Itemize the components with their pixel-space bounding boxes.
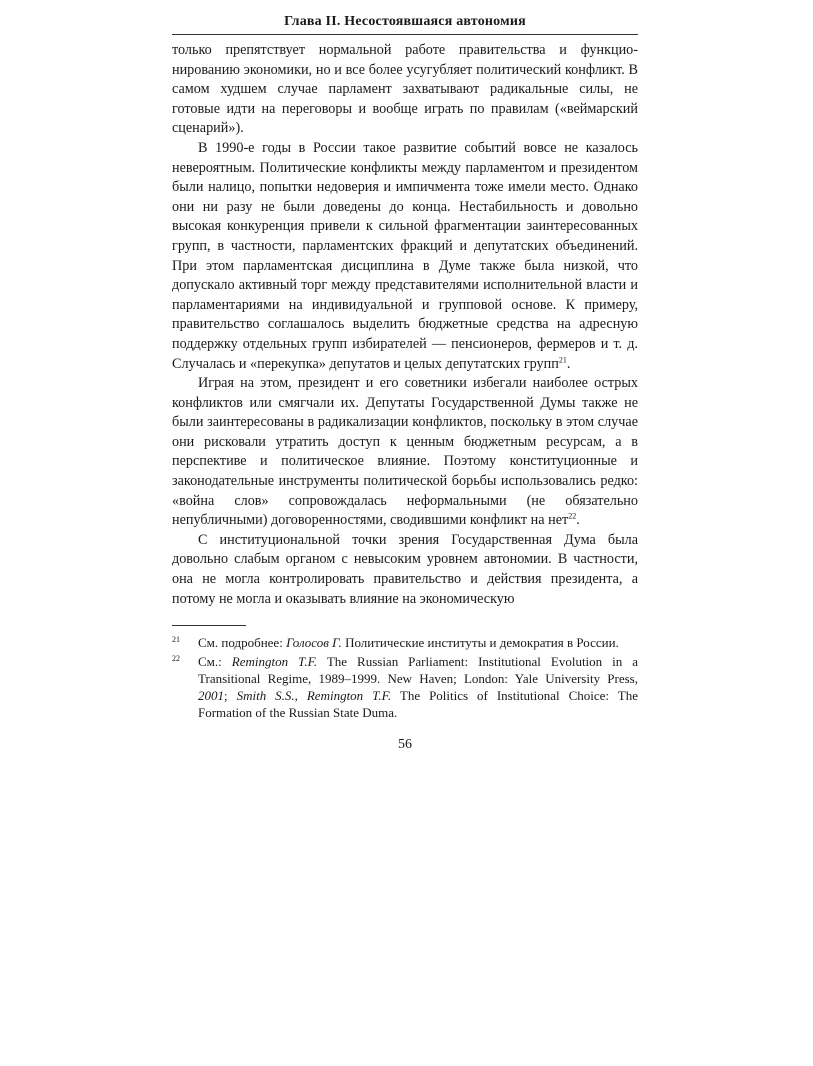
footnote-run: Политические институты и демократия в России. <box>341 635 619 651</box>
footnote-number: 22 <box>172 654 180 664</box>
paragraph-4: С институциональной точки зрения Государственная Дума была довольно слабым органом с невысоким уровнем автономии. В частности, она не могла контролировать правительство и действия президента, а потому не могла и оказывать влияние на экономическую <box>172 531 638 607</box>
footnote-ref-22[interactable]: 22 <box>568 511 577 521</box>
footnote-italic-run: Smith S.S., Remington T.F. <box>236 688 392 704</box>
footnote-italic-run: Remington T.F. <box>231 654 318 670</box>
footnote-italic-run: Голосов Г. <box>286 635 342 651</box>
paragraph-2: В 1990-е годы в России такое развитие событий вовсе не казалось невероятным. Политические конфликты между парламентом и президентом были налицо, попытки недоверия и импичмента тоже имели место. Однако они ни разу не были доведены до конца. Нестабильность и довольно высокая конкуренция привели к сильной фрагментации заинтересованных групп, в частности, парламентских фракций и депутатских объединений. При этом парламентская дисциплина в Думе также была низкой, что допускало активный торг между представителями исполнительной власти и парламентариями на индивидуальной и групповой основе. К примеру, правительство соглашалось выделить бюджетные средства на адресную поддержку отдельных групп избирателей — пенсионеров, фермеров и т. д. Случалась и «перекупка» депутатов и целых депутатских групп$^{21}$. <box>172 139 638 372</box>
page-number: 56 <box>398 737 412 753</box>
footnote-run: См.: <box>198 654 232 670</box>
footnote-italic-run: 2001 <box>198 688 224 704</box>
paragraph-3: Играя на этом, президент и его советники избегали наиболее острых конфликтов или смягчали их. Депутаты Государственной Думы также не были заинтересованы в радикализации конфликтов, поскольку в этом случае они рисковали утратить доступ к ценным бюджетным ресурсам, а в перспективе и политическое влияние. Поэтому конституционные и законодательные инструменты политической борьбы использовались редко: «война слов» сопровождалась неформальными (не обязательно непубличными) договоренностями, сводившими конфликт на нет$^{22}$. <box>172 375 638 529</box>
footnote-run: The Russian Parliament: Institutional Evolution in a Transitional Regime, 1989–1999. New Haven; London: Yale University Press, <box>198 654 639 687</box>
paragraph-1: только препятствует нормальной работе правительства и функционированию экономики, но и все более усугубляет политический конфликт. В самом худшем случае парламент захватывают радикальные силы, не готовые идти на переговоры и вообще играть по правилам («веймарский сценарий»). <box>172 42 638 137</box>
running-head: Глава II. Несостоявшаяся автономия <box>172 14 638 35</box>
book-page <box>172 14 638 753</box>
footnote-rule <box>172 625 246 626</box>
footnote-run: См. подробнее: <box>198 635 287 651</box>
footnote-run: The Politics of Institutional Choice: The Formation of the Russian State Duma. <box>198 688 638 721</box>
footnote-text <box>198 634 638 651</box>
footnote-22 <box>172 653 638 721</box>
footnote-21 <box>172 634 638 651</box>
footnote-run: ; <box>224 688 237 704</box>
footnote-number: 21 <box>172 635 180 645</box>
footnote-ref-21[interactable]: 21 <box>558 354 567 364</box>
body-text <box>172 41 638 609</box>
footnotes <box>172 634 638 721</box>
footnote-text <box>198 653 638 721</box>
